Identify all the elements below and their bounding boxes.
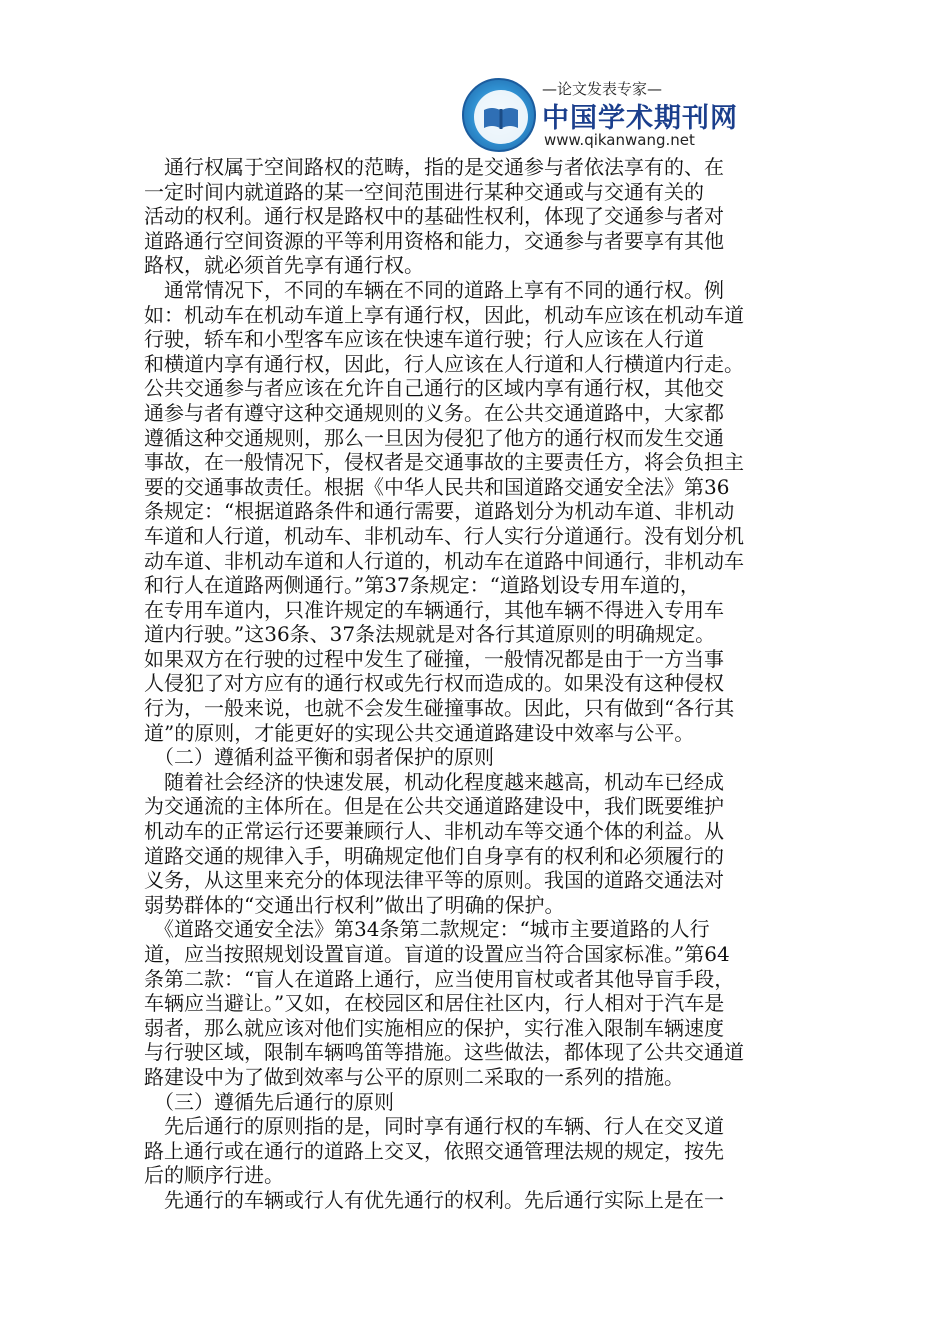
text-line: 条规定：“根据道路条件和通行需要，道路划分为机动车道、非机动: [144, 499, 735, 524]
section-heading: （三）遵循先后通行的原则: [144, 1089, 394, 1114]
logo-url: www.qikanwang.net: [544, 131, 695, 149]
text-line: 先后通行的原则指的是，同时享有通行权的车辆、行人在交叉道: [144, 1114, 724, 1139]
text-line: 公共交通参与者应该在允许自己通行的区域内享有通行权，其他交: [144, 376, 724, 401]
text-line: 路上通行或在通行的道路上交叉，依照交通管理法规的规定，按先: [144, 1138, 724, 1163]
text-line: 道路交通的规律入手，明确规定他们自身享有的权利和必须履行的: [144, 843, 724, 868]
section-heading: （二）遵循利益平衡和弱者保护的原则: [144, 745, 494, 770]
text-line: 随着社会经济的快速发展，机动化程度越来越高，机动车已经成: [144, 769, 724, 794]
text-line: 路建设中为了做到效率与公平的原则二采取的一系列的措施。: [144, 1064, 684, 1089]
text-line: 通行权属于空间路权的范畴，指的是交通参与者依法享有的、在: [144, 155, 724, 179]
text-line: 为交通流的主体所在。但是在公共交通道路建设中，我们既要维护: [144, 794, 724, 819]
text-line: 和行人在道路两侧通行。”第37条规定：“道路划设专用车道的，: [144, 573, 700, 598]
text-line: 《道路交通安全法》第34条第二款规定：“城市主要道路的人行: [144, 917, 710, 942]
text-line: 一定时间内就道路的某一空间范围进行某种交通或与交通有关的: [144, 179, 704, 204]
text-line: 动车道、非机动车道和人行道的，机动车在道路中间通行，非机动车: [144, 548, 744, 573]
text-line: 道路通行空间资源的平等利用资格和能力，交通参与者要享有其他: [144, 228, 724, 253]
text-line: 车道和人行道，机动车、非机动车、行人实行分道通行。没有划分机: [144, 523, 744, 548]
text-line: 弱者，那么就应该对他们实施相应的保护，实行准入限制车辆速度: [144, 1015, 724, 1040]
text-line: 遵循这种交通规则，那么一旦因为侵犯了他方的通行权而发生交通: [144, 425, 724, 450]
text-line: 人侵犯了对方应有的通行权或先行权而造成的。如果没有这种侵权: [144, 671, 724, 696]
site-logo: [462, 76, 738, 154]
text-line: 在专用车道内，只准许规定的车辆通行，其他车辆不得进入专用车: [144, 597, 724, 622]
text-line: 通参与者有遵守这种交通规则的义务。在公共交通道路中，大家都: [144, 400, 724, 425]
text-line: 行驶，轿车和小型客车应该在快速车道行驶；行人应该在人行道: [144, 327, 704, 352]
text-line: 后的顺序行进。: [144, 1163, 284, 1188]
article-body: [144, 155, 794, 1213]
text-line: 如：机动车在机动车道上享有通行权，因此，机动车应该在机动车道: [144, 302, 744, 327]
logo-tagline: —论文发表专家—: [542, 80, 663, 98]
text-line: 和横道内享有通行权，因此，行人应该在人行道和人行横道内行走。: [144, 351, 744, 376]
text-line: 道，应当按照规划设置盲道。盲道的设置应当符合国家标准。”第64: [144, 942, 730, 966]
text-line: 路权，就必须首先享有通行权。: [144, 253, 424, 278]
text-line: 事故，在一般情况下，侵权者是交通事故的主要责任方，将会负担主: [144, 450, 744, 475]
text-line: 先通行的车辆或行人有优先通行的权利。先后通行实际上是在一: [144, 1187, 724, 1212]
text-line: 义务，从这里来充分的体现法律平等的原则。我国的道路交通法对: [144, 868, 724, 893]
text-line: 通常情况下，不同的车辆在不同的道路上享有不同的通行权。例: [144, 277, 724, 302]
book-emblem-icon: [462, 78, 536, 152]
text-line: 弱势群体的“交通出行权利”做出了明确的保护。: [144, 892, 565, 917]
text-line: 条第二款：“盲人在道路上通行，应当使用盲杖或者其他导盲手段，: [144, 966, 735, 991]
text-line: 要的交通事故责任。根据《中华人民共和国道路交通安全法》第36: [144, 474, 730, 499]
text-line: 与行驶区域，限制车辆鸣笛等措施。这些做法，都体现了公共交通道: [144, 1040, 744, 1065]
text-line: 道内行驶。”这36条、37条法规就是对各行其道原则的明确规定。: [144, 622, 716, 647]
text-line: 如果双方在行驶的过程中发生了碰撞，一般情况都是由于一方当事: [144, 646, 724, 671]
text-line: 活动的权利。通行权是路权中的基础性权利，体现了交通参与者对: [144, 204, 724, 229]
text-line: 道”的原则，才能更好的实现公共交通道路建设中效率与公平。: [144, 720, 695, 745]
text-line: 机动车的正常运行还要兼顾行人、非机动车等交通个体的利益。从: [144, 819, 724, 844]
text-line: 车辆应当避让。”又如，在校园区和居住社区内，行人相对于汽车是: [144, 991, 725, 1016]
text-line: 行为，一般来说，也就不会发生碰撞事故。因此，只有做到“各行其: [144, 696, 735, 721]
logo-name: 中国学术期刊网: [542, 103, 738, 134]
